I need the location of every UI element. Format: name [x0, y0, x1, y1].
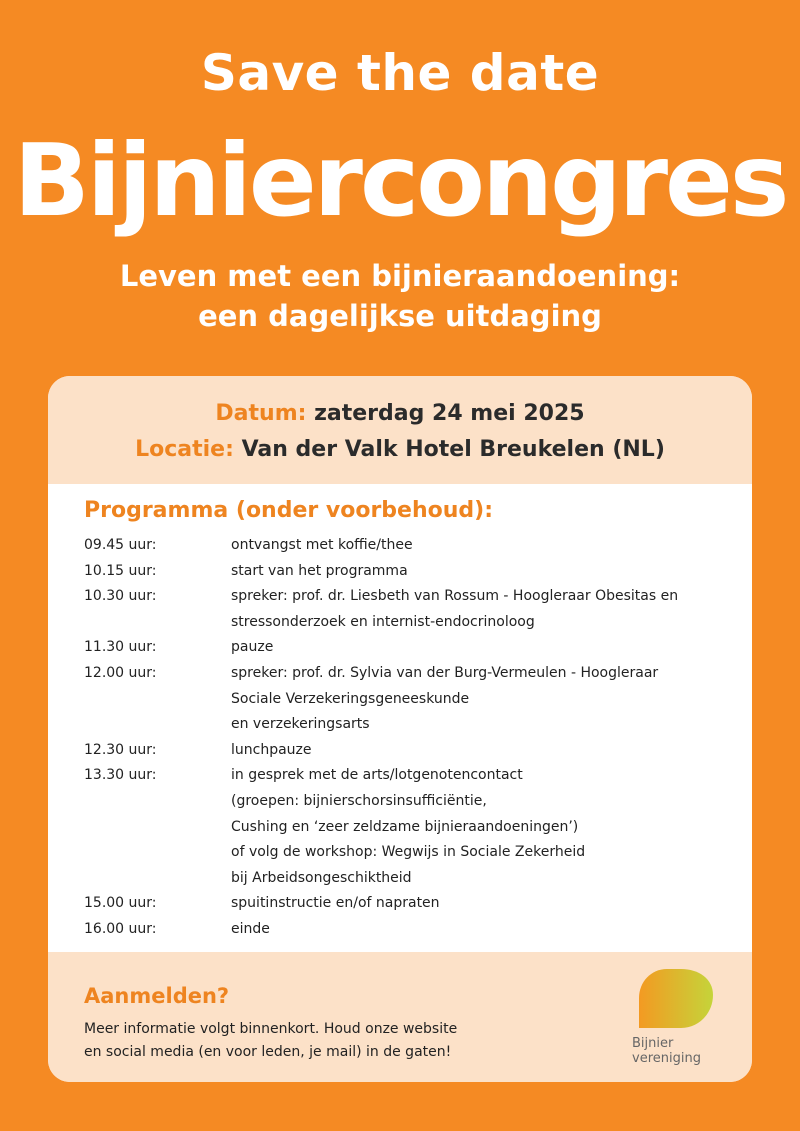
program-time: 12.00 uur:	[84, 664, 157, 681]
program-row	[84, 559, 716, 585]
program-description	[231, 763, 716, 891]
program-row	[84, 738, 716, 764]
event-details	[48, 376, 752, 484]
program-time: 16.00 uur:	[84, 920, 157, 937]
program-list	[84, 533, 716, 943]
program-description-line: einde	[231, 920, 270, 937]
signup-info	[84, 1018, 514, 1064]
logo-text-line-1: Bijnier	[632, 1036, 674, 1051]
signup-info-line-1: Meer informatie volgt binnenkort. Houd onze website	[84, 1021, 458, 1037]
program-row	[84, 533, 716, 559]
program-description-line: lunchpauze	[231, 741, 312, 758]
program-time: 09.45 uur:	[84, 537, 157, 553]
congress-title: Bijniercongres	[13, 122, 787, 239]
subtitle-line-1: Leven met een bijnieraandoening:	[119, 259, 681, 293]
program-description-line: ontvangst met koffie/thee	[231, 537, 413, 553]
program-description-line: spuitinstructie en/of napraten	[231, 895, 440, 912]
program-description-line: in gesprek met de arts/lotgenotencontact	[231, 767, 523, 784]
program-description-line: Sociale Verzekeringsgeneeskunde	[231, 690, 470, 707]
program-title: Programma (onder voorbehoud):	[84, 498, 494, 523]
logo-blob-icon	[637, 968, 713, 1030]
program-time: 13.30 uur:	[84, 767, 157, 784]
program-row	[84, 635, 716, 661]
bijniervereniging-logo	[632, 968, 722, 1066]
program-row	[84, 763, 716, 891]
program-description	[231, 661, 716, 738]
signup-section	[48, 952, 752, 1082]
info-card	[48, 376, 752, 1082]
program-description-line: Cushing en ‘zeer zeldzame bijnieraandoeningen’)	[231, 818, 579, 835]
program-description	[231, 917, 716, 943]
logo-text	[632, 1036, 722, 1066]
program-description-line: stressonderzoek en internist-endocrinoloog	[231, 613, 535, 630]
date-value: zaterdag 24 mei 2025	[314, 401, 585, 426]
location-label: Locatie:	[135, 437, 234, 462]
program-description	[231, 584, 716, 635]
program-time: 10.30 uur:	[84, 588, 157, 605]
subtitle-line-2: een dagelijkse uitdaging	[198, 299, 602, 333]
program-description-line: bij Arbeidsongeschiktheid	[231, 869, 412, 886]
date-line	[48, 396, 752, 432]
signup-info-line-2: en social media (en voor leden, je mail) in de gaten!	[84, 1044, 452, 1060]
program-time: 10.15 uur:	[84, 562, 157, 579]
program-row	[84, 661, 716, 738]
program-description	[231, 559, 716, 585]
location-line	[48, 432, 752, 468]
program-description	[231, 635, 716, 661]
program-time: 15.00 uur:	[84, 895, 157, 912]
program-time: 12.30 uur:	[84, 741, 157, 758]
congress-subtitle	[0, 256, 800, 336]
program-description-line: en verzekeringsarts	[231, 716, 370, 733]
program-description-line: spreker: prof. dr. Liesbeth van Rossum - Hoogleraar Obesitas en	[231, 588, 679, 605]
program-section	[48, 484, 752, 943]
program-description-line: spreker: prof. dr. Sylvia van der Burg-Vermeulen - Hoogleraar	[231, 664, 659, 681]
program-row	[84, 891, 716, 917]
logo-text-line-2: vereniging	[632, 1051, 701, 1066]
date-label: Datum:	[215, 401, 307, 426]
program-description	[231, 891, 716, 917]
program-description-line: of volg de workshop: Wegwijs in Sociale Zekerheid	[231, 844, 586, 861]
program-description-line: pauze	[231, 639, 274, 656]
program-row	[84, 917, 716, 943]
location-value: Van der Valk Hotel Breukelen (NL)	[241, 437, 665, 462]
program-description	[231, 533, 716, 559]
signup-title: Aanmelden?	[84, 984, 230, 1008]
save-the-date-heading: Save the date	[200, 44, 600, 102]
program-description-line: start van het programma	[231, 562, 408, 579]
program-description	[231, 738, 716, 764]
program-description-line: (groepen: bijnierschorsinsufficiëntie,	[231, 792, 487, 809]
program-row	[84, 584, 716, 635]
program-time: 11.30 uur:	[84, 639, 157, 656]
